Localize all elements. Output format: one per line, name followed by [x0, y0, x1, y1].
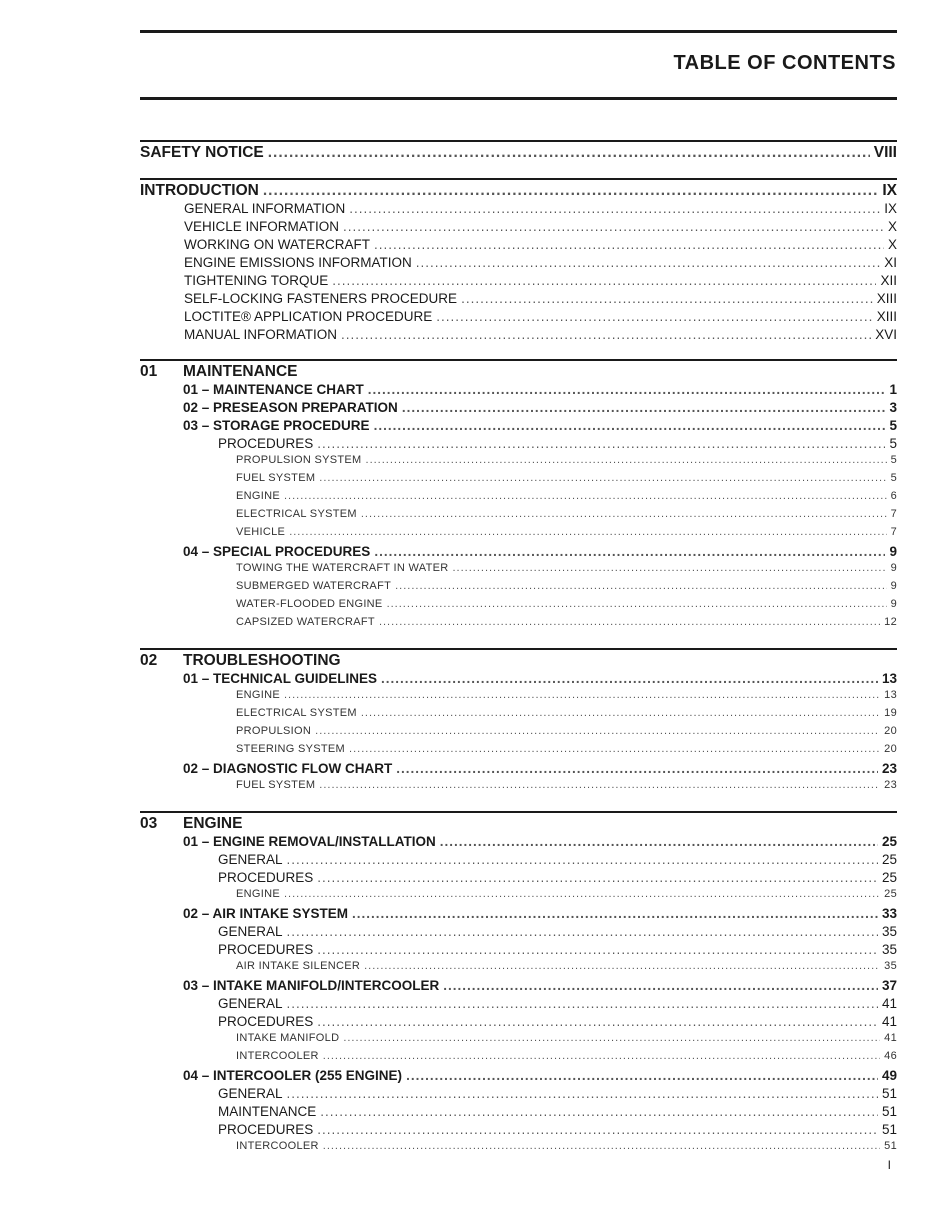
- section-rule: [140, 811, 897, 813]
- dot-leader: [443, 978, 878, 993]
- toc-entry[interactable]: [140, 291, 897, 309]
- dot-leader: [352, 906, 878, 921]
- toc-entry-page: 12: [884, 616, 897, 628]
- toc-entry[interactable]: [140, 616, 897, 634]
- dot-leader: [436, 309, 872, 324]
- dot-leader: [287, 1086, 878, 1101]
- chapter-heading[interactable]: [140, 815, 897, 834]
- toc-entry-label: CAPSIZED WATERCRAFT: [236, 616, 375, 628]
- toc-entry[interactable]: [140, 237, 897, 255]
- dot-leader: [366, 454, 887, 466]
- toc-entry[interactable]: [140, 454, 897, 472]
- toc-entry-label: 03 – INTAKE MANIFOLD/INTERCOOLER: [183, 978, 440, 993]
- dot-leader: [341, 327, 871, 342]
- toc-entry-label: PROCEDURES: [218, 942, 314, 957]
- toc-entry-label: VEHICLE INFORMATION: [184, 219, 340, 234]
- toc-entry-page: 5: [889, 436, 897, 451]
- toc-entry-page: 20: [884, 725, 897, 737]
- toc-entry-label: PROCEDURES: [218, 1122, 314, 1137]
- toc-entry-page: 41: [881, 1014, 897, 1029]
- section-rule: [140, 648, 897, 650]
- dot-leader: [396, 761, 878, 776]
- toc-entry[interactable]: [140, 761, 897, 779]
- toc-entry[interactable]: [140, 508, 897, 526]
- toc-entry[interactable]: [140, 743, 897, 761]
- chapter-section: [140, 648, 897, 797]
- toc-entry[interactable]: [140, 1068, 897, 1086]
- chapter-title: MAINTENANCE: [183, 363, 298, 380]
- toc-entry-label: STEERING SYSTEM: [236, 743, 346, 755]
- dot-leader: [317, 436, 885, 451]
- toc-entry-label: GENERAL: [218, 924, 283, 939]
- chapter-sections: [140, 359, 897, 1158]
- toc-entry-label: INTAKE MANIFOLD: [236, 1032, 340, 1044]
- dot-leader: [379, 616, 880, 628]
- toc-entry[interactable]: [140, 400, 897, 418]
- toc-entry-page: 33: [881, 906, 897, 921]
- toc-entry-label: PROPULSION SYSTEM: [236, 454, 362, 466]
- title-rule: [140, 97, 897, 100]
- dot-leader: [440, 834, 878, 849]
- toc-entry-label: 03 – STORAGE PROCEDURE: [183, 418, 370, 433]
- toc-entry-label: 01 – ENGINE REMOVAL/INSTALLATION: [183, 834, 436, 849]
- chapter-number: 02: [140, 652, 158, 669]
- dot-leader: [349, 743, 880, 755]
- toc-entry[interactable]: [140, 382, 897, 400]
- toc-entry[interactable]: [140, 671, 897, 689]
- table-of-contents: [140, 140, 897, 1158]
- chapter-title: ENGINE: [183, 815, 243, 832]
- toc-entry[interactable]: [140, 707, 897, 725]
- dot-leader: [317, 942, 878, 957]
- dot-leader: [289, 526, 886, 538]
- dot-leader: [406, 1068, 878, 1083]
- toc-entry[interactable]: [140, 1104, 897, 1122]
- toc-entry[interactable]: [140, 201, 897, 219]
- chapter-number: 01: [140, 363, 158, 380]
- toc-entry-label: FUEL SYSTEM: [236, 779, 316, 791]
- dot-leader: [323, 1140, 880, 1152]
- toc-entry-page: 5: [890, 472, 897, 484]
- toc-entry-label: PROCEDURES: [218, 870, 314, 885]
- toc-entry-page: IX: [882, 182, 897, 199]
- toc-entry[interactable]: [140, 942, 897, 960]
- toc-entry-page: 51: [881, 1122, 897, 1137]
- toc-entry-page: 5: [890, 454, 897, 466]
- toc-entry[interactable]: [140, 689, 897, 707]
- dot-leader: [317, 870, 878, 885]
- toc-entry-page: XIII: [876, 291, 897, 306]
- toc-entry[interactable]: [140, 725, 897, 743]
- toc-entry-label: TOWING THE WATERCRAFT IN WATER: [236, 562, 449, 574]
- toc-entry-page: 7: [890, 508, 897, 520]
- toc-entry-page: XIII: [876, 309, 897, 324]
- toc-entry-page: 51: [884, 1140, 897, 1152]
- dot-leader: [287, 852, 878, 867]
- toc-entry-safety-notice[interactable]: [140, 144, 897, 163]
- chapter-section: [140, 811, 897, 1158]
- toc-entry-label: 01 – MAINTENANCE CHART: [183, 382, 364, 397]
- toc-entry-label: MAINTENANCE: [218, 1104, 317, 1119]
- toc-entry-label: WATER-FLOODED ENGINE: [236, 598, 383, 610]
- dot-leader: [320, 1104, 878, 1119]
- toc-entry-label: 02 – PRESEASON PREPARATION: [183, 400, 398, 415]
- toc-entry-label: LOCTITE® APPLICATION PROCEDURE: [184, 309, 433, 324]
- dot-leader: [317, 1014, 878, 1029]
- toc-entry-page: X: [887, 237, 897, 252]
- toc-entry-label: GENERAL: [218, 996, 283, 1011]
- toc-entry-page: 9: [890, 562, 897, 574]
- toc-entry[interactable]: [140, 273, 897, 291]
- page-number: I: [887, 1158, 891, 1172]
- toc-entry-label: 04 – INTERCOOLER (255 ENGINE): [183, 1068, 403, 1083]
- toc-entry[interactable]: [140, 906, 897, 924]
- toc-entry-page: XI: [884, 255, 897, 270]
- dot-leader: [361, 508, 887, 520]
- toc-entry-introduction[interactable]: [140, 182, 897, 201]
- toc-entry-page: 6: [890, 490, 897, 502]
- toc-entry[interactable]: [140, 309, 897, 327]
- toc-entry-page: 37: [881, 978, 897, 993]
- chapter-heading[interactable]: [140, 652, 897, 671]
- dot-leader: [287, 996, 878, 1011]
- toc-entry-label: 02 – AIR INTAKE SYSTEM: [183, 906, 349, 921]
- toc-entry-page: 41: [881, 996, 897, 1011]
- dot-leader: [361, 707, 880, 719]
- toc-entry-label: 01 – TECHNICAL GUIDELINES: [183, 671, 378, 686]
- toc-entry-label: WORKING ON WATERCRAFT: [184, 237, 370, 252]
- dot-leader: [319, 779, 880, 791]
- toc-entry-page: 46: [884, 1050, 897, 1062]
- toc-entry-page: 9: [889, 544, 897, 559]
- chapter-title: TROUBLESHOOTING: [183, 652, 341, 669]
- section-rule: [140, 140, 897, 142]
- section-rule: [140, 359, 897, 361]
- toc-entry-page: 25: [881, 852, 897, 867]
- toc-entry-page: 19: [884, 707, 897, 719]
- toc-entry-page: VIII: [873, 144, 897, 161]
- toc-entry-label: GENERAL: [218, 1086, 283, 1101]
- dot-leader: [319, 472, 886, 484]
- chapter-section: [140, 359, 897, 634]
- toc-entry-label: INTRODUCTION: [140, 182, 259, 199]
- top-rule: [140, 30, 897, 33]
- toc-entry-page: 9: [890, 580, 897, 592]
- dot-leader: [453, 562, 887, 574]
- toc-entry-label: ENGINE: [236, 689, 280, 701]
- toc-entry-page: 3: [889, 400, 897, 415]
- toc-entry-label: TIGHTENING TORQUE: [184, 273, 329, 288]
- toc-entry[interactable]: [140, 526, 897, 544]
- dot-leader: [284, 490, 887, 502]
- toc-entry-page: 23: [881, 761, 897, 776]
- toc-entry[interactable]: [140, 436, 897, 454]
- dot-leader: [287, 924, 878, 939]
- toc-entry[interactable]: [140, 960, 897, 978]
- toc-entry-page: 35: [881, 924, 897, 939]
- toc-entry[interactable]: [140, 490, 897, 508]
- chapter-heading[interactable]: [140, 363, 897, 382]
- dot-leader: [349, 201, 880, 216]
- toc-entry-label: MANUAL INFORMATION: [184, 327, 338, 342]
- toc-entry-label: SAFETY NOTICE: [140, 144, 264, 161]
- toc-entry-page: 25: [881, 870, 897, 885]
- chapter-number: 03: [140, 815, 158, 832]
- toc-entry-page: 9: [890, 598, 897, 610]
- dot-leader: [387, 598, 887, 610]
- dot-leader: [374, 418, 886, 433]
- toc-entry-label: 04 – SPECIAL PROCEDURES: [183, 544, 371, 559]
- toc-entry-page: 5: [889, 418, 897, 433]
- toc-entry-page: IX: [884, 201, 897, 216]
- toc-entry[interactable]: [140, 544, 897, 562]
- toc-entry[interactable]: [140, 255, 897, 273]
- toc-entry-label: ELECTRICAL SYSTEM: [236, 707, 357, 719]
- dot-leader: [332, 273, 876, 288]
- dot-leader: [343, 1032, 880, 1044]
- toc-entry[interactable]: [140, 1086, 897, 1104]
- toc-entry[interactable]: [140, 472, 897, 490]
- toc-entry-label: GENERAL: [218, 852, 283, 867]
- toc-entry-page: 25: [884, 888, 897, 900]
- dot-leader: [395, 580, 886, 592]
- introduction-section: [140, 178, 897, 345]
- toc-entry-page: 35: [881, 942, 897, 957]
- dot-leader: [364, 960, 880, 972]
- toc-entry-page: 13: [884, 689, 897, 701]
- toc-entry[interactable]: [140, 852, 897, 870]
- toc-entry-label: ELECTRICAL SYSTEM: [236, 508, 357, 520]
- toc-entry[interactable]: [140, 580, 897, 598]
- toc-entry-label: AIR INTAKE SILENCER: [236, 960, 361, 972]
- toc-entry[interactable]: [140, 1140, 897, 1158]
- toc-entry[interactable]: [140, 779, 897, 797]
- section-rule: [140, 178, 897, 180]
- toc-entry-label: ENGINE: [236, 888, 280, 900]
- toc-entry-label: SELF-LOCKING FASTENERS PROCEDURE: [184, 291, 458, 306]
- toc-entry-page: X: [887, 219, 897, 234]
- dot-leader: [284, 689, 880, 701]
- toc-entry[interactable]: [140, 1032, 897, 1050]
- toc-entry-label: ENGINE EMISSIONS INFORMATION: [184, 255, 412, 270]
- dot-leader: [381, 671, 878, 686]
- dot-leader: [323, 1050, 880, 1062]
- toc-entry[interactable]: [140, 418, 897, 436]
- toc-entry-page: 41: [884, 1032, 897, 1044]
- toc-entry-page: 35: [884, 960, 897, 972]
- toc-entry-label: VEHICLE: [236, 526, 286, 538]
- toc-entry-label: SUBMERGED WATERCRAFT: [236, 580, 392, 592]
- toc-entry[interactable]: [140, 1050, 897, 1068]
- toc-entry[interactable]: [140, 888, 897, 906]
- dot-leader: [461, 291, 873, 306]
- dot-leader: [284, 888, 880, 900]
- toc-entry-page: 49: [881, 1068, 897, 1083]
- safety-section: [140, 140, 897, 163]
- toc-entry[interactable]: [140, 1014, 897, 1032]
- toc-entry-label: 02 – DIAGNOSTIC FLOW CHART: [183, 761, 393, 776]
- toc-entry-label: PROCEDURES: [218, 436, 314, 451]
- toc-entry-label: ENGINE: [236, 490, 280, 502]
- toc-entry-page: XVI: [875, 327, 897, 342]
- toc-entry[interactable]: [140, 598, 897, 616]
- toc-entry-page: 25: [881, 834, 897, 849]
- toc-entry-page: 7: [890, 526, 897, 538]
- dot-leader: [343, 219, 884, 234]
- toc-entry-page: 51: [881, 1104, 897, 1119]
- toc-entry[interactable]: [140, 219, 897, 237]
- dot-leader: [268, 144, 870, 162]
- dot-leader: [315, 725, 880, 737]
- dot-leader: [416, 255, 880, 270]
- page-title: TABLE OF CONTENTS: [673, 52, 896, 74]
- toc-entry-label: INTERCOOLER: [236, 1050, 319, 1062]
- dot-leader: [368, 382, 886, 397]
- dot-leader: [317, 1122, 878, 1137]
- toc-entry[interactable]: [140, 327, 897, 345]
- toc-entry-page: 51: [881, 1086, 897, 1101]
- toc-entry-page: 20: [884, 743, 897, 755]
- dot-leader: [402, 400, 886, 415]
- toc-entry-label: PROCEDURES: [218, 1014, 314, 1029]
- toc-entry-page: XII: [880, 273, 897, 288]
- toc-entry-label: GENERAL INFORMATION: [184, 201, 346, 216]
- toc-entry[interactable]: [140, 996, 897, 1014]
- dot-leader: [263, 182, 879, 200]
- toc-entry[interactable]: [140, 978, 897, 996]
- toc-entry[interactable]: [140, 834, 897, 852]
- toc-entry-page: 23: [884, 779, 897, 791]
- dot-leader: [374, 544, 885, 559]
- toc-entry-page: 1: [889, 382, 897, 397]
- toc-entry-label: FUEL SYSTEM: [236, 472, 316, 484]
- dot-leader: [374, 237, 884, 252]
- toc-entry-label: PROPULSION: [236, 725, 312, 737]
- toc-entry-label: INTERCOOLER: [236, 1140, 319, 1152]
- toc-entry[interactable]: [140, 870, 897, 888]
- toc-entry[interactable]: [140, 1122, 897, 1140]
- introduction-items: [140, 201, 897, 345]
- toc-entry-page: 13: [881, 671, 897, 686]
- toc-entry[interactable]: [140, 924, 897, 942]
- toc-entry[interactable]: [140, 562, 897, 580]
